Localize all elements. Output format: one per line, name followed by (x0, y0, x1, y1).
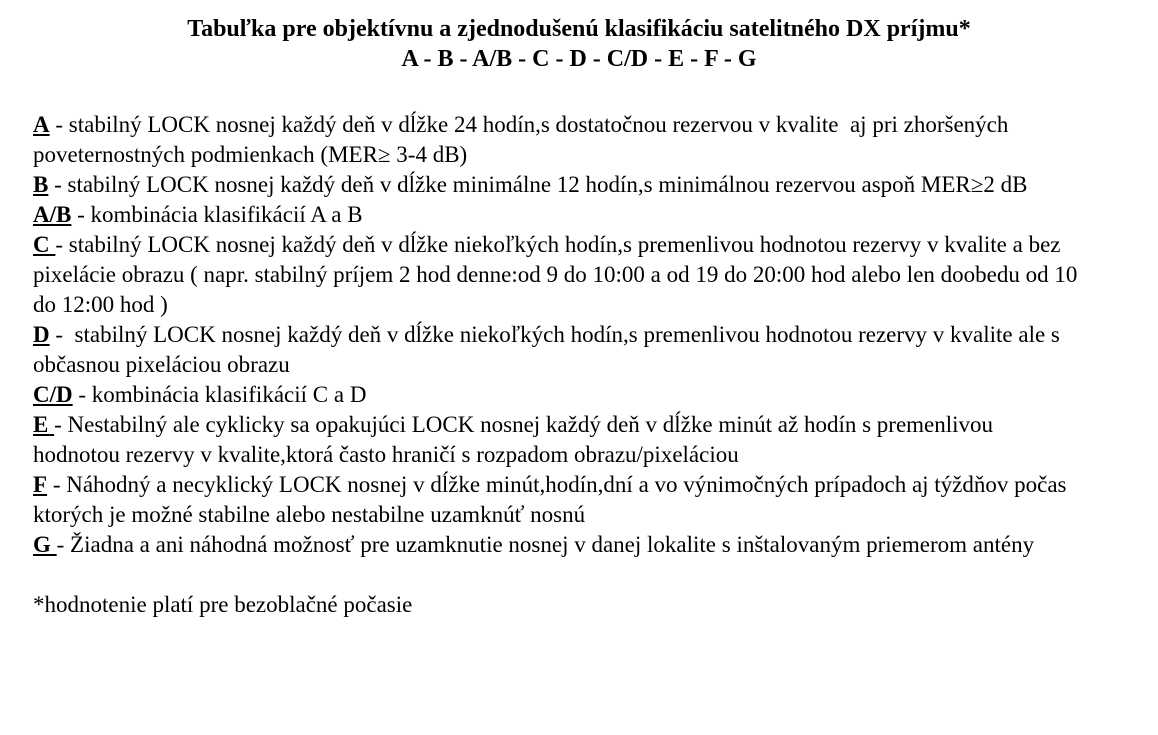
entry-text: - stabilný LOCK nosnej každý deň v dĺžke niekoľkých hodín,s premenlivou hodnotou rezervy v kvalite a bez pixelácie obrazu ( napr. stabilný príjem 2 hod denne:od 9 do 10:00 a od 19 do 20:00 hod alebo len doobedu od 10 do 12:00 hod ) (33, 232, 1084, 317)
footnote: *hodnotenie platí pre bezoblačné počasie (33, 592, 413, 617)
document-title (0, 14, 1158, 74)
entry-a (33, 110, 1083, 170)
entry-text: - stabilný LOCK nosnej každý deň v dĺžke 24 hodín,s dostatočnou rezervou v kvalite aj pri zhoršených poveternostných podmienkach (MER≥ 3-4 dB) (33, 112, 1015, 167)
entry-b (33, 170, 1083, 200)
entry-g (33, 530, 1083, 560)
entry-label: A (33, 112, 50, 137)
entry-label: C/D (33, 382, 73, 407)
title-line-1: Tabuľka pre objektívnu a zjednodušenú klasifikáciu satelitného DX príjmu* (187, 16, 971, 42)
entry-label: E (33, 412, 55, 437)
entry-label: A/B (33, 202, 72, 227)
entry-text: - stabilný LOCK nosnej každý deň v dĺžke minimálne 12 hodín,s minimálnou rezervou aspoň MER≥2 dB (48, 172, 1028, 197)
entry-text: - Žiadna a ani náhodná možnosť pre uzamknutie nosnej v danej lokalite s inštalovaným priemerom antény (56, 532, 1035, 557)
entry-text: - Náhodný a necyklický LOCK nosnej v dĺžke minút,hodín,dní a vo výnimočných prípadoch aj týždňov počas ktorých je možné stabilne alebo nestabilne uzamknúť nosnú (33, 472, 1073, 527)
entry-label: F (33, 472, 48, 497)
entry-label: G (33, 532, 57, 557)
entry-f (33, 470, 1083, 530)
entry-text: - stabilný LOCK nosnej každý deň v dĺžke niekoľkých hodín,s premenlivou hodnotou rezervy v kvalite ale s občasnou pixeláciou obrazu (33, 322, 1066, 377)
entry-label: B (33, 172, 49, 197)
entry-cd (33, 380, 1083, 410)
classification-list (0, 110, 1158, 620)
entry-c (33, 230, 1083, 320)
entry-text: - kombinácia klasifikácií C a D (72, 382, 367, 407)
entry-ab (33, 200, 1083, 230)
entry-label: D (33, 322, 50, 347)
entry-text: - Nestabilný ale cyklicky sa opakujúci LOCK nosnej každý deň v dĺžke minút až hodín s premenlivou hodnotou rezervy v kvalite,ktorá často hraničí s rozpadom obrazu/pixeláciou (33, 412, 999, 467)
entry-text: - kombinácia klasifikácií A a B (71, 202, 363, 227)
classification-scale-line: A - B - A/B - C - D - C/D - E - F - G (401, 46, 757, 72)
entry-e (33, 410, 1083, 470)
entry-label: C (33, 232, 56, 257)
entry-d (33, 320, 1083, 380)
